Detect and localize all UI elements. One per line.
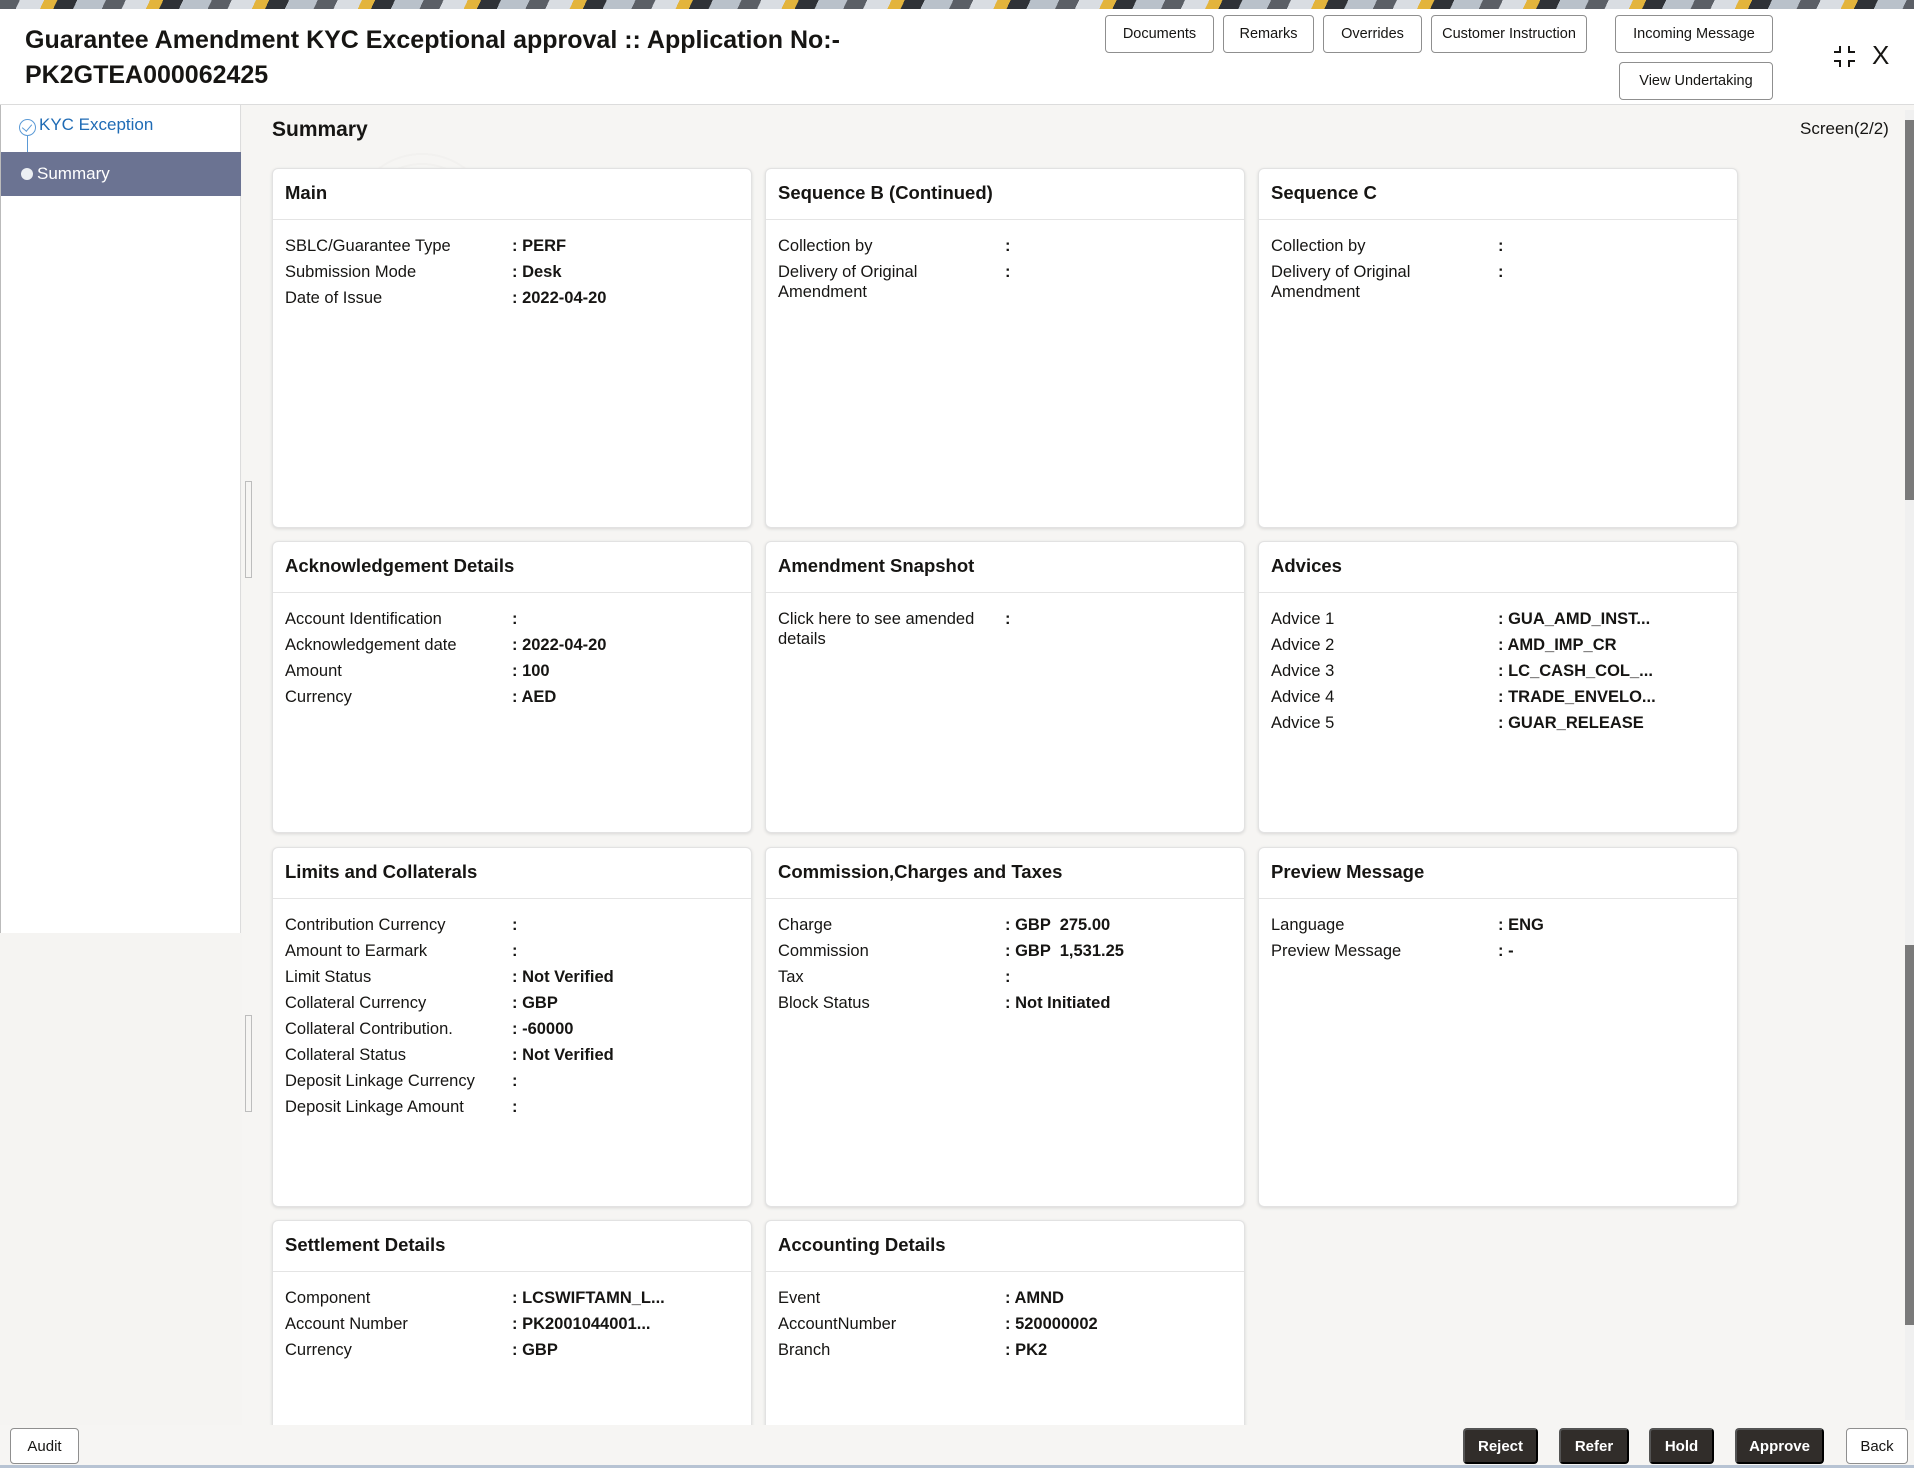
resize-handle[interactable]: [245, 1015, 252, 1112]
card-commission-charges-taxes: [765, 847, 1245, 1207]
field-row: [285, 1019, 739, 1039]
resize-handle[interactable]: [245, 481, 252, 578]
sidebar-item-kyc-exception[interactable]: [1, 105, 241, 149]
field-value: : 100: [512, 662, 550, 680]
field-row: [285, 1045, 739, 1065]
field-value: :: [1005, 610, 1011, 628]
field-value: : 2022-04-20: [512, 636, 607, 654]
field-value: :: [512, 942, 518, 960]
field-label: Collateral Currency: [285, 994, 427, 1012]
card-limits-and-collaterals: [272, 847, 752, 1207]
field-value: :: [512, 1072, 518, 1090]
sidebar-item-summary[interactable]: [1, 152, 241, 196]
card-title: Amendment Snapshot: [766, 542, 1244, 593]
field-row: [1271, 915, 1725, 935]
field-label: Advice 1: [1271, 610, 1335, 628]
card-settlement-details: [272, 1220, 752, 1430]
field-value: : -60000: [512, 1020, 574, 1038]
field-label: Limit Status: [285, 968, 372, 986]
field-value: :: [512, 610, 518, 628]
field-label: Amount: [285, 662, 342, 680]
application-number: PK2GTEA000062425: [25, 61, 269, 89]
field-row: [778, 1288, 1232, 1308]
field-value: : GBP: [512, 994, 558, 1012]
field-row: [285, 1340, 739, 1360]
field-value: :: [1005, 968, 1011, 986]
field-value: : GUAR_RELEASE: [1498, 714, 1644, 732]
field-value: : TRADE_ENVELO...: [1498, 688, 1656, 706]
top-banner-strip: [0, 0, 1914, 9]
customer-instruction-button[interactable]: Customer Instruction: [1431, 15, 1587, 53]
remarks-button[interactable]: Remarks: [1223, 15, 1314, 53]
field-value: : GBP: [512, 1341, 558, 1359]
field-row: [778, 993, 1232, 1013]
field-row: [285, 236, 739, 256]
field-value: : AED: [512, 688, 557, 706]
field-value: :: [1498, 263, 1504, 281]
field-row: [778, 609, 1232, 649]
field-row: [285, 967, 739, 987]
field-value: : GBP 1,531.25: [1005, 942, 1124, 960]
sidebar-nav: [0, 105, 241, 933]
field-row: [778, 236, 1232, 256]
field-row: [778, 915, 1232, 935]
field-label: Tax: [778, 968, 804, 986]
field-row: [285, 635, 739, 655]
overrides-button[interactable]: Overrides: [1323, 15, 1422, 53]
view-undertaking-button[interactable]: View Undertaking: [1619, 62, 1773, 100]
card-main: [272, 168, 752, 528]
field-label: Advice 4: [1271, 688, 1335, 706]
back-button[interactable]: Back: [1846, 1428, 1908, 1464]
field-label: Amount to Earmark: [285, 942, 428, 960]
field-row: [1271, 687, 1725, 707]
field-row: [285, 1314, 739, 1334]
collapse-screen-icon[interactable]: [1832, 44, 1858, 70]
field-row: [1271, 262, 1725, 302]
field-label: Language: [1271, 916, 1345, 934]
field-label: Deposit Linkage Amount: [285, 1098, 464, 1116]
field-row: [285, 661, 739, 681]
field-row: [285, 1097, 739, 1117]
section-title: Summary: [272, 118, 368, 141]
field-value: :: [512, 1098, 518, 1116]
field-value: : PERF: [512, 237, 567, 255]
field-row: [778, 262, 1232, 302]
page-title: [25, 23, 925, 93]
field-label: Event: [778, 1289, 821, 1307]
card-title: Accounting Details: [766, 1221, 1244, 1272]
page-title-line1: Guarantee Amendment KYC Exceptional approval :: Application No:-: [25, 26, 840, 54]
field-row: [285, 993, 739, 1013]
amended-details-link[interactable]: Click here to see amended details: [778, 610, 975, 648]
field-value: : ENG: [1498, 916, 1544, 934]
field-value: : 520000002: [1005, 1315, 1098, 1333]
card-title: Sequence C: [1259, 169, 1737, 220]
field-row: [778, 1314, 1232, 1334]
field-value: : PK2001044001...: [512, 1315, 651, 1333]
field-row: [285, 288, 739, 308]
field-value: : -: [1498, 942, 1514, 960]
reject-button[interactable]: Reject: [1463, 1428, 1538, 1464]
close-icon[interactable]: X: [1872, 40, 1890, 70]
card-acknowledgement-details: [272, 541, 752, 833]
field-label: Advice 5: [1271, 714, 1335, 732]
card-advices: [1258, 541, 1738, 833]
field-value: : LC_CASH_COL_...: [1498, 662, 1653, 680]
field-row: [1271, 713, 1725, 733]
incoming-message-button[interactable]: Incoming Message: [1615, 15, 1773, 53]
field-row: [1271, 236, 1725, 256]
field-row: [285, 1071, 739, 1091]
card-accounting-details: [765, 1220, 1245, 1430]
screen-indicator: Screen(2/2): [1800, 119, 1889, 138]
card-title: Settlement Details: [273, 1221, 751, 1272]
field-label: AccountNumber: [778, 1315, 897, 1333]
refer-button[interactable]: Refer: [1559, 1428, 1629, 1464]
approve-button[interactable]: Approve: [1735, 1428, 1824, 1464]
field-row: [285, 687, 739, 707]
card-title: Limits and Collaterals: [273, 848, 751, 899]
field-label: Delivery of Original Amendment: [1271, 263, 1411, 301]
current-step-dot-icon: [21, 168, 33, 180]
field-label: Advice 2: [1271, 636, 1335, 654]
field-label: Contribution Currency: [285, 916, 446, 934]
card-sequence-c: [1258, 168, 1738, 528]
field-label: Collateral Contribution.: [285, 1020, 453, 1038]
card-title: Main: [273, 169, 751, 220]
field-value: : Desk: [512, 263, 562, 281]
card-title: Acknowledgement Details: [273, 542, 751, 593]
card-title: Advices: [1259, 542, 1737, 593]
field-label: Currency: [285, 688, 352, 706]
card-title: Preview Message: [1259, 848, 1737, 899]
field-row: [285, 1288, 739, 1308]
field-label: Commission: [778, 942, 869, 960]
field-value: :: [1005, 263, 1011, 281]
scrollbar-thumb-lower[interactable]: [1905, 945, 1914, 1325]
field-label: Charge: [778, 916, 833, 934]
field-label: Collection by: [1271, 237, 1366, 255]
field-value: : LCSWIFTAMN_L...: [512, 1289, 665, 1307]
field-value: : Not Initiated: [1005, 994, 1111, 1012]
field-value: : AMD_IMP_CR: [1498, 636, 1617, 654]
field-row: [1271, 941, 1725, 961]
field-label: Submission Mode: [285, 263, 417, 281]
card-preview-message: [1258, 847, 1738, 1207]
field-value: : 2022-04-20: [512, 289, 607, 307]
field-row: [778, 941, 1232, 961]
sidebar-item-label: Summary: [37, 164, 110, 183]
field-label: Acknowledgement date: [285, 636, 457, 654]
check-circle-icon: [19, 119, 36, 136]
field-label: Advice 3: [1271, 662, 1335, 680]
field-value: :: [1498, 237, 1504, 255]
field-value: : Not Verified: [512, 968, 614, 986]
card-title: Sequence B (Continued): [766, 169, 1244, 220]
field-label: Account Number: [285, 1315, 408, 1333]
field-label: Collection by: [778, 237, 873, 255]
field-value: :: [1005, 237, 1011, 255]
field-row: [1271, 609, 1725, 629]
field-value: : PK2: [1005, 1341, 1048, 1359]
documents-button[interactable]: Documents: [1105, 15, 1214, 53]
card-amendment-snapshot: [765, 541, 1245, 833]
scrollbar-thumb-upper[interactable]: [1905, 120, 1914, 500]
field-row: [1271, 661, 1725, 681]
field-label: Deposit Linkage Currency: [285, 1072, 475, 1090]
field-value: : Not Verified: [512, 1046, 614, 1064]
field-label: Currency: [285, 1341, 352, 1359]
field-row: [285, 915, 739, 935]
field-value: : GUA_AMD_INST...: [1498, 610, 1651, 628]
hold-button[interactable]: Hold: [1649, 1428, 1714, 1464]
field-label: Preview Message: [1271, 942, 1402, 960]
card-title: Commission,Charges and Taxes: [766, 848, 1244, 899]
field-label: Component: [285, 1289, 371, 1307]
field-label: Branch: [778, 1341, 831, 1359]
audit-button[interactable]: Audit: [10, 1428, 79, 1464]
card-sequence-b: [765, 168, 1245, 528]
field-label: Block Status: [778, 994, 870, 1012]
sidebar-item-label: KYC Exception: [39, 115, 154, 134]
field-row: [285, 609, 739, 629]
field-row: [778, 967, 1232, 987]
field-value: :: [512, 916, 518, 934]
field-row: [285, 941, 739, 961]
field-row: [285, 262, 739, 282]
field-value: : GBP 275.00: [1005, 916, 1111, 934]
field-row: [778, 1340, 1232, 1360]
field-label: Account Identification: [285, 610, 442, 628]
field-label: Collateral Status: [285, 1046, 407, 1064]
field-value: : AMND: [1005, 1289, 1064, 1307]
field-label: Date of Issue: [285, 289, 383, 307]
field-label: Delivery of Original Amendment: [778, 263, 918, 301]
field-label: SBLC/Guarantee Type: [285, 237, 451, 255]
field-row: [1271, 635, 1725, 655]
